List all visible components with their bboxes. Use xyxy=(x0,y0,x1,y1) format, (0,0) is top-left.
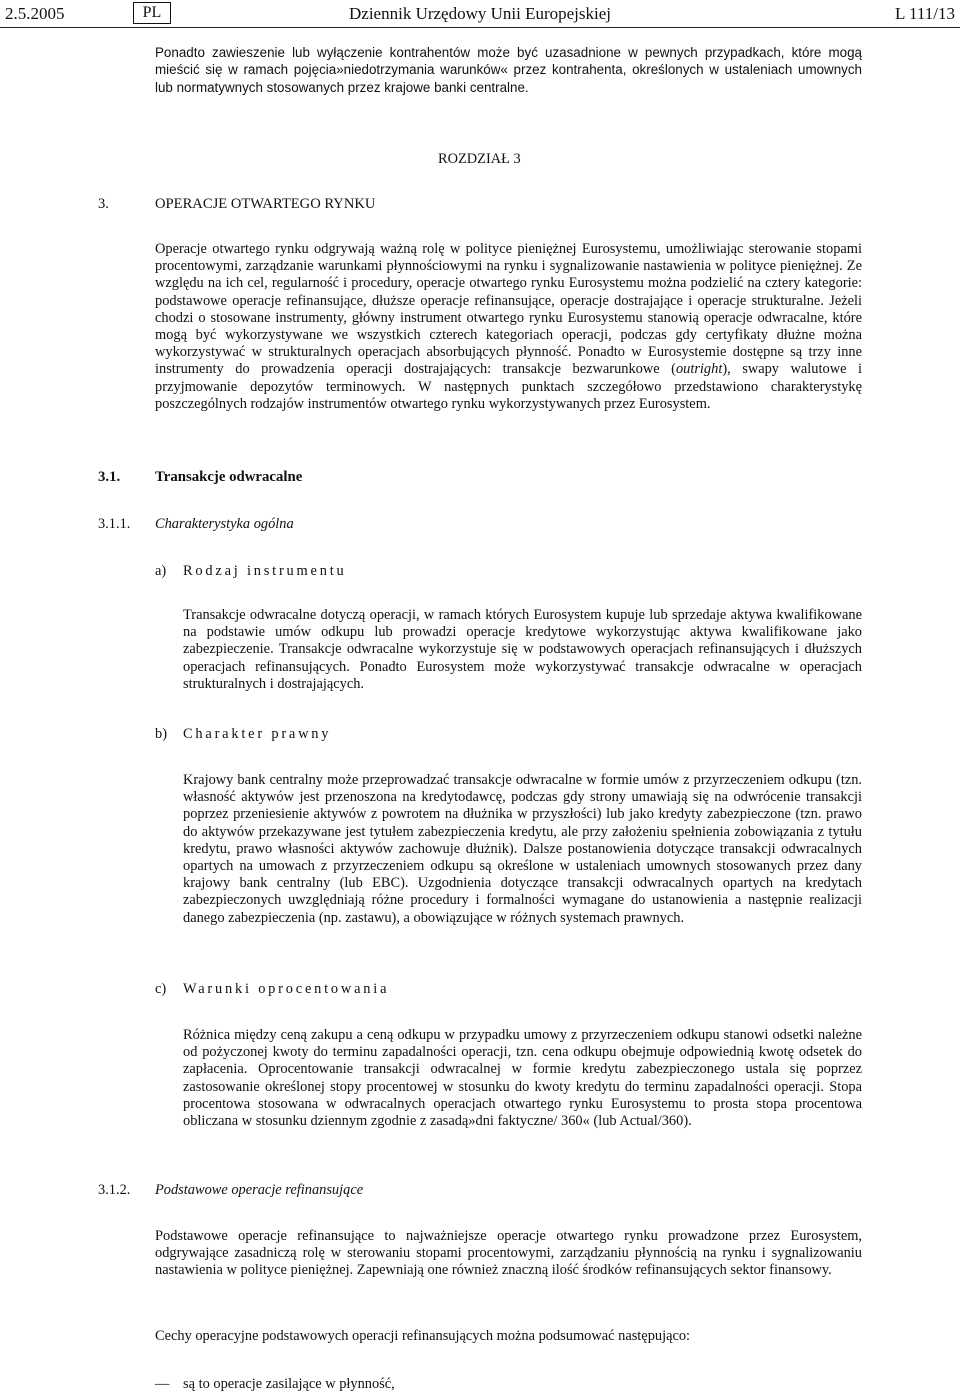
item-a-title: Rodzaj instrumentu xyxy=(183,563,347,579)
item-b-label: b) xyxy=(155,726,167,742)
section-body-part-b: ), swapy walutowe i przyjmowanie depozytów terminowych. W następnych punktach szczegółowo przedstawiono charakterystykę poszczególnych rodzajów instrumentów otwartego rynku wykorzystywanych przez Eurosystem. xyxy=(155,361,862,412)
item-c-title: Warunki oprocentowania xyxy=(183,981,390,997)
header-page-reference: L 111/13 xyxy=(895,4,955,23)
header-date: 2.5.2005 xyxy=(5,4,65,23)
section-body-paragraph xyxy=(155,241,862,413)
item-c-label: c) xyxy=(155,981,167,997)
subsection-311-title: Charakterystyka ogólna xyxy=(155,516,294,532)
intro-paragraph: Ponadto zawieszenie lub wyłączenie kontrahentów może być uzasadnione w pewnych przypadkach, które mogą mieścić się w ramach pojęcia»niedotrzymania warunków« przez kontrahenta, określonych w ustaleniach umownych lub normatywnych stosowanych przez krajowe banki centralne. xyxy=(155,45,862,95)
header-journal-title: Dziennik Urzędowy Unii Europejskiej xyxy=(349,4,612,23)
bullet-dash: — xyxy=(155,1376,170,1392)
section-body-part-a: Operacje otwartego rynku odgrywają ważną rolę w polityce pieniężnej Eurosystemu, umożliwiając sterowanie stopami procentowymi, zarządzanie warunkami płynnościowymi na rynku i sygnalizowanie nastawienia w polityce pieniężnej. Ze względu na ich cel, regularność i procedury, operacje otwartego rynku Eurosystemu można podzielić na cztery kategorie: podstawowe operacje refinansujące, dłuższe operacje refinansujące, operacje dostrajające i operacje strukturalne. Jeżeli chodzi o stosowane instrumenty, główny instrument otwartego rynku Eurosystemu stanowią operacje odwracalne, które mogą być wykorzystywane we wszystkich czterech kategoriach operacji, podczas gdy certyfikaty dłużne można wykorzystywać w strukturalnych operacjach absorbujących płynność. Ponadto w Eurosystemie dostępne są trzy inne instrumenty do prowadzenia operacji dostrajających: transakcje bezwarunkowe ( xyxy=(155,241,862,378)
journal-header xyxy=(0,0,960,28)
item-c-paragraph: Różnica między ceną zakupu a ceną odkupu w przypadku umowy z przyrzeczeniem odkupu stanowi odsetki należne od pożyczonej kwoty do terminu zapadalności operacji, tzn. cena odkupu obejmuje odpowiednią kwotę odsetek do zapłacenia. Oprocentowanie transakcji odwracalnej w formie kredytu zabezpieczonego ustala się poprzez zastosowanie określonej stopy procentowej w stosunku do kwoty kredytu do terminu zapadalności operacji. Stopa procentowa stosowana w odwracalnych operacjach otwartego rynku Eurosystemu to prosta stopa procentowa obliczana w stosunku dziennym zgodnie z zasadą»dni faktyczne/ 360« (lub Actual/360). xyxy=(183,1027,862,1130)
subsection-31-number: 3.1. xyxy=(98,469,121,485)
subsection-312-paragraph-1: Podstawowe operacje refinansujące to najważniejsze operacje otwartego rynku prowadzone przez Eurosystem, odgrywające zasadniczą rolę w sterowaniu stopami procentowymi, zarządzaniu płynnością na rynku i sygnalizowaniu nastawienia w polityce pieniężnej. Zapewniają one również znaczną ilość środków refinansujących sektor finansowy. xyxy=(155,1228,862,1279)
bullet-text: są to operacje zasilające w płynność, xyxy=(183,1376,395,1392)
item-b-title: Charakter prawny xyxy=(183,726,332,742)
chapter-heading: ROZDZIAŁ 3 xyxy=(438,151,521,167)
subsection-312-title: Podstawowe operacje refinansujące xyxy=(155,1182,364,1198)
item-a-paragraph: Transakcje odwracalne dotyczą operacji, w ramach których Eurosystem kupuje lub sprzedaje aktywa kwalifikowane na podstawie umów odkupu lub prowadzi operacje kredytowe wykorzystując aktywa kwalifikowane jako zabezpieczenie. Transakcje odwracalne wykorzystuje się w podstawowych operacjach refinansujących i dłuższych operacjach refinansujących. Ponadto Eurosystem może wykorzystywać transakcje odwracalne w operacjach strukturalnych i dostrajających. xyxy=(183,607,862,692)
section-number: 3. xyxy=(98,196,109,212)
subsection-31-title: Transakcje odwracalne xyxy=(155,469,303,485)
section-body-italic: outright xyxy=(675,361,723,378)
header-language-box: PL xyxy=(133,2,171,24)
subsection-312-paragraph-2: Cechy operacyjne podstawowych operacji refinansujących można podsumować następująco: xyxy=(155,1328,691,1344)
subsection-312-number: 3.1.2. xyxy=(98,1182,131,1198)
subsection-311-number: 3.1.1. xyxy=(98,516,131,532)
item-b-paragraph: Krajowy bank centralny może przeprowadzać transakcje odwracalne w formie umów z przyrzeczeniem odkupu (tzn. własność aktywów jest przenoszona na kredytodawcę, podczas gdy strony umawiają się na odwrócenie transakcji poprzez przeniesienie aktywów z powrotem na dłużnika w przyszłości) lub jako kredyty zabezpieczone (tzn. prawo do aktywów przekazywane jest tytułem zabezpieczenia kredytu, ale przy założeniu spełnienia zobowiązania z tytułu kredytu, prawo własności aktywów zachowuje dłużnik). Dalsze postanowienia dotyczące transakcji odwracalnych opartych na umowach z przyrzeczeniem odkupu są określone w ustaleniach umownych stosowanych przez dany krajowy bank centralny (lub EBC). Uzgodnienia dotyczące transakcji odwracalnych opartych na kredytach zabezpieczonych uwzględniają różne procedury i formalności wymagane do ustanowienia a następnie realizacji danego zabezpieczenia (np. zastawu), a obowiązujące w różnych systemach prawnych. xyxy=(183,772,862,926)
item-a-label: a) xyxy=(155,563,167,579)
header-rule xyxy=(0,27,960,28)
section-title: OPERACJE OTWARTEGO RYNKU xyxy=(155,196,376,212)
